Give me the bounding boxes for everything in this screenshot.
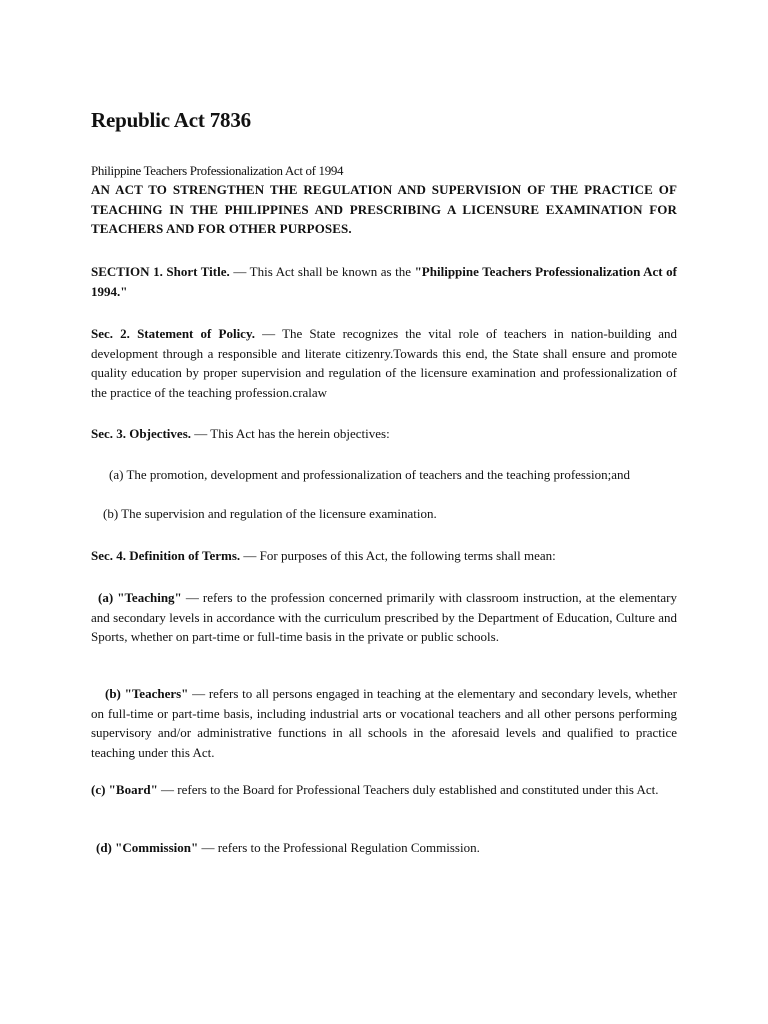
section-4-dash: — [240,548,260,563]
section-2 [91,324,677,402]
section-1 [91,262,677,301]
section-1-text: This Act shall be known as the [249,264,415,279]
definition-teachers [91,684,677,762]
definition-teachers-term: (b) "Teachers" [105,686,189,701]
section-3-text: This Act has the herein objectives: [210,426,390,441]
section-1-dash: — [229,264,250,279]
definition-board-text: — refers to the Board for Professional Teachers duly established and constituted under this Act. [157,782,659,797]
definition-commission [91,838,677,858]
objective-b: (b) The supervision and regulation of the licensure examination. [103,506,437,521]
document-title: Republic Act 7836 [91,108,251,132]
section-1-heading: SECTION 1. Short Title. [91,264,230,279]
definition-teachers-text: — refers to all persons engaged in teaching at the elementary and secondary levels, whether on full-time or part-time basis, including industrial arts or vocational teachers and all other persons performing supervisory and/or administrative functions in all schools in the aforesaid levels and qualified to practice teaching under this Act. [91,686,677,760]
definition-teaching-text: — refers to the profession concerned primarily with classroom instruction, at the elementary and secondary levels in accordance with the curriculum prescribed by the Department of Education, Culture and Sports, whether on part-time or full-time basis in the private or public schools. [91,590,677,644]
objective-a: (a) The promotion, development and professionalization of teachers and the teaching profession;and [109,467,631,482]
document-subtitle: Philippine Teachers Professionalization Act of 1994 [91,163,344,178]
section-4-heading: Sec. 4. Definition of Terms. [91,548,241,563]
section-2-text: The State recognizes the vital role of teachers in nation-building and development through a responsible and literate citizenry.Towards this end, the State shall ensure and promote quality education by proper supervision and regulation of the licensure examination and professionalization of the practice of the teaching profession.cralaw [91,326,677,400]
section-3 [91,424,677,444]
section-2-dash: — [254,326,283,341]
section-2-heading: Sec. 2. Statement of Policy. [91,326,255,341]
definition-teaching [91,588,677,647]
section-4 [91,546,677,566]
definition-commission-term: (d) "Commission" [96,840,199,855]
definition-board [91,780,677,800]
section-3-dash: — [191,426,211,441]
section-3-heading: Sec. 3. Objectives. [91,426,192,441]
long-title: AN ACT TO STRENGTHEN THE REGULATION AND SUPERVISION OF THE PRACTICE OF TEACHING IN THE PHILIPPINES AND PRESCRIBING A LICENSURE EXAMINATION FOR TEACHERS AND FOR OTHER PURPOSES. [91,182,677,236]
section-1-quoted-title: "Philippine Teachers Professionalization Act of 1994." [91,264,678,299]
definition-board-term: (c) "Board" [91,782,158,797]
definition-teaching-term: (a) "Teaching" [98,590,182,605]
section-4-text: For purposes of this Act, the following terms shall mean: [259,548,556,563]
definition-commission-text: — refers to the Professional Regulation Commission. [198,840,480,855]
